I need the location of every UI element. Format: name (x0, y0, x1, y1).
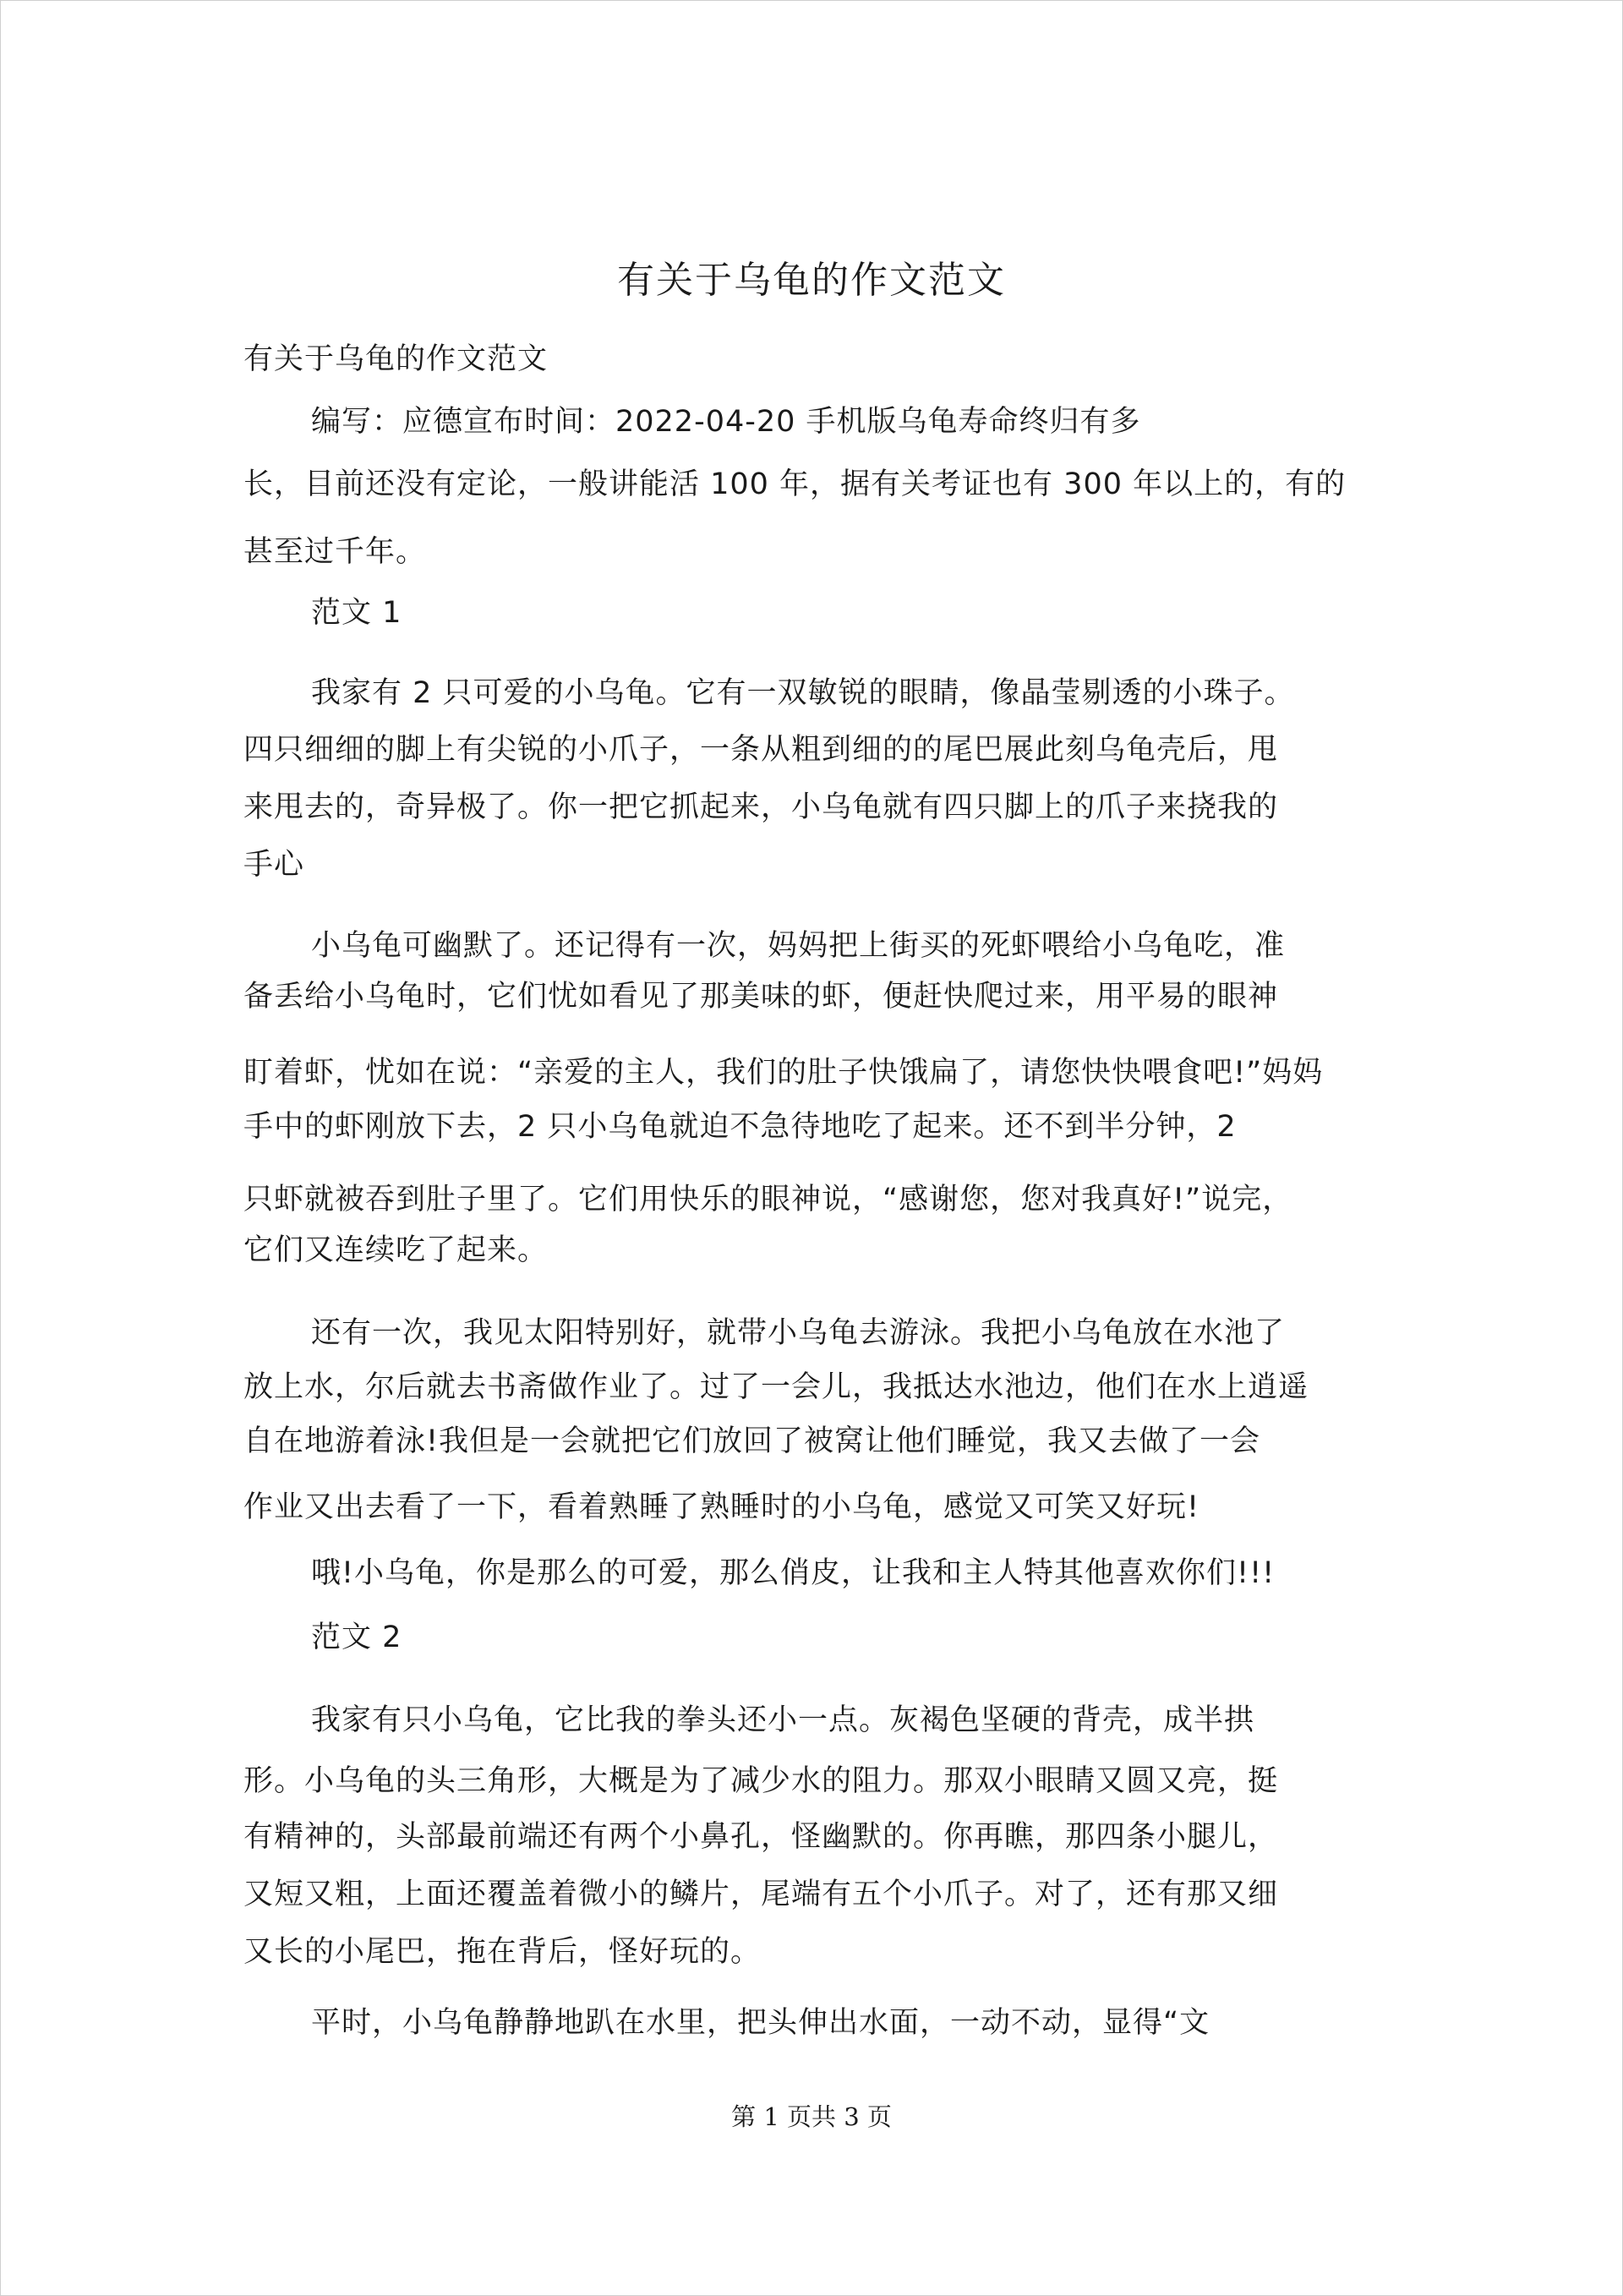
body-line: 来甩去的，奇异极了。你一把它抓起来，小乌龟就有四只脚上的爪子来挠我的 (243, 790, 1279, 824)
body-line: 作业又出去看了一下，看着熟睡了熟睡时的小乌龟，感觉又可笑又好玩! (243, 1490, 1200, 1524)
body-line: 我家有只小乌龟，它比我的拳头还小一点。灰褐色坚硬的背壳，成半拱 (311, 1703, 1255, 1737)
body-line: 编写：应德宣布时间：2022-04-20 手机版乌龟寿命终归有多 (311, 405, 1141, 439)
body-line: 还有一次，我见太阳特别好，就带小乌龟去游泳。我把小乌龟放在水池了 (311, 1316, 1286, 1350)
body-line: 小乌龟可幽默了。还记得有一次，妈妈把上街买的死虾喂给小乌龟吃，准 (311, 929, 1286, 963)
page-footer: 第 1 页共 3 页 (731, 2102, 892, 2131)
body-line: 它们又连续吃了起来。 (243, 1233, 549, 1267)
section-heading: 范文 2 (311, 1621, 402, 1654)
body-line: 手中的虾刚放下去，2 只小乌龟就迫不急待地吃了起来。还不到半分钟，2 (243, 1110, 1237, 1144)
body-line: 有精神的，头部最前端还有两个小鼻孔，怪幽默的。你再瞧，那四条小腿儿， (243, 1820, 1279, 1854)
body-line: 又短又粗，上面还覆盖着微小的鳞片，尾端有五个小爪子。对了，还有那又细 (243, 1878, 1279, 1911)
body-line: 只虾就被吞到肚子里了。它们用快乐的眼神说，“感谢您，您对我真好!”说完， (243, 1183, 1293, 1216)
body-line: 形。小乌龟的头三角形，大概是为了减少水的阻力。那双小眼睛又圆又亮，挺 (243, 1764, 1279, 1798)
body-line: 四只细细的脚上有尖锐的小爪子，一条从粗到细的的尾巴展此刻乌龟壳后，甩 (243, 733, 1279, 767)
body-line: 盯着虾，忧如在说：“亲爱的主人，我们的肚子快饿扁了，请您快快喂食吧!”妈妈 (243, 1056, 1324, 1090)
body-line: 长，目前还没有定论，一般讲能活 100 年，据有关考证也有 300 年以上的，有的 (243, 467, 1347, 501)
document-title: 有关于乌龟的作文范文 (617, 259, 1006, 302)
body-line: 备丢给小乌龟时，它们忧如看见了那美味的虾，便赶快爬过来，用平易的眼神 (243, 980, 1279, 1014)
body-line: 甚至过千年。 (243, 535, 427, 569)
body-line: 哦!小乌龟，你是那么的可爱，那么俏皮，让我和主人特其他喜欢你们!!! (311, 1556, 1276, 1590)
body-line: 手心 (243, 848, 305, 882)
body-line: 我家有 2 只可爱的小乌龟。它有一双敏锐的眼睛，像晶莹剔透的小珠子。 (311, 676, 1295, 710)
body-line: 又长的小尾巴，拖在背后，怪好玩的。 (243, 1935, 762, 1969)
section-heading: 范文 1 (311, 596, 402, 630)
body-line: 平时，小乌龟静静地趴在水里，把头伸出水面，一动不动，显得“文 (311, 2006, 1210, 2040)
subtitle-line: 有关于乌龟的作文范文 (243, 342, 549, 376)
body-line: 放上水，尔后就去书斋做作业了。过了一会儿，我抵达水池边，他们在水上逍遥 (243, 1370, 1309, 1404)
body-line: 自在地游着泳!我但是一会就把它们放回了被窝让他们睡觉，我又去做了一会 (243, 1424, 1261, 1458)
